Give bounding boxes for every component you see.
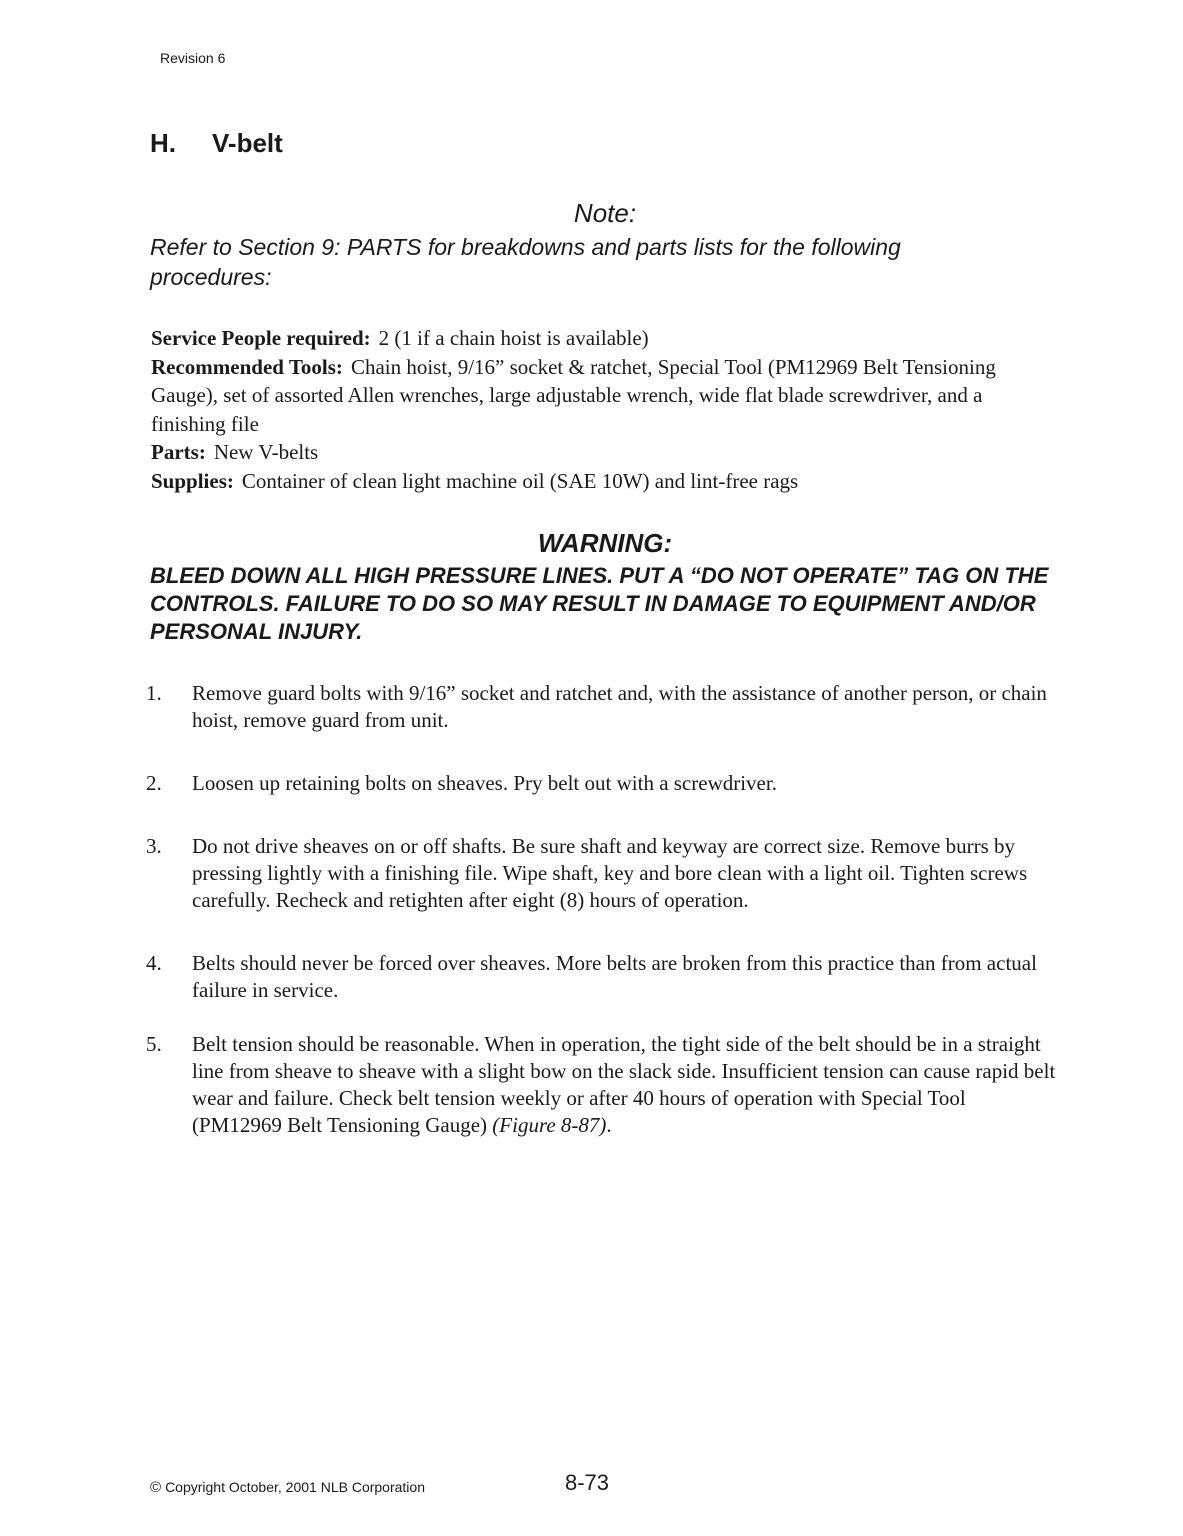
supplies-label: Supplies: <box>151 468 234 493</box>
tools-label: Recommended Tools: <box>151 354 343 379</box>
step-number: 3. <box>146 834 162 858</box>
service-people-label: Service People required: <box>151 326 371 350</box>
step-text: Loosen up retaining bolts on sheaves. Pry belt out with a screwdriver. <box>192 771 777 795</box>
revision-label: Revision 6 <box>160 50 226 66</box>
section-title: V-belt <box>212 128 283 158</box>
list-item <box>146 680 1056 734</box>
parts-label: Parts: <box>151 440 206 464</box>
service-people-line <box>151 324 1051 353</box>
section-letter: H. <box>150 128 176 158</box>
step-text: Belt tension should be reasonable. When in operation, the tight side of the belt should be in a straight line from sheave to sheave with a slight bow on the slack side. Insufficient tension can cause rapid belt wear and failure. Check belt tension weekly or after 40 hours of operation with Special Tool (PM12969 Belt Tensioning Gauge) <box>192 1032 1056 1137</box>
list-item <box>146 833 1056 914</box>
step-text: Belts should never be forced over sheaves. More belts are broken from this practice than from actual failure in service. <box>192 951 1037 1002</box>
service-people-value: 2 (1 if a chain hoist is available) <box>378 326 649 350</box>
supplies-value: Container of clean light machine oil (SAE 10W) and lint-free rags <box>241 468 799 493</box>
parts-line <box>151 438 1051 467</box>
list-item <box>146 950 1056 1004</box>
parts-value: New V-belts <box>213 440 319 464</box>
figure-reference: (Figure 8-87) <box>492 1113 607 1137</box>
step-number: 2. <box>146 771 162 795</box>
supplies-line <box>151 467 1051 496</box>
list-item <box>146 1031 1056 1139</box>
step-end: . <box>606 1113 612 1137</box>
procedure-steps <box>146 680 1056 1139</box>
list-item <box>146 770 1056 797</box>
copyright <box>150 1479 425 1496</box>
section-heading <box>150 128 283 159</box>
requirements-block <box>151 324 1051 495</box>
step-text: Do not drive sheaves on or off shafts. Be sure shaft and keyway are correct size. Remove burrs by pressing lightly with a finishing file. Wipe shaft, key and bore clean with a light oil. Tighten screws carefully. Recheck and retighten after eight (8) hours of operation. <box>192 834 1028 912</box>
warning-text: BLEED DOWN ALL HIGH PRESSURE LINES. PUT A “DO NOT OPERATE” TAG ON THE CONTROLS. FAILURE TO DO SO MAY RESULT IN DAMAGE TO EQUIPMENT AND/OR PERSONAL INJURY. <box>150 563 1049 644</box>
tools-line <box>151 353 1051 439</box>
warning-title: WARNING: <box>537 528 673 558</box>
step-number: 1. <box>146 681 162 705</box>
note-text: Refer to Section 9: PARTS for breakdowns and parts lists for the following procedures: <box>150 234 901 290</box>
step-number: 5. <box>146 1032 162 1056</box>
copyright-symbol: © <box>150 1479 162 1496</box>
note-title: Note: <box>573 198 637 228</box>
step-text: Remove guard bolts with 9/16” socket and ratchet and, with the assistance of another person, or chain hoist, remove guard from unit. <box>192 681 1047 732</box>
step-number: 4. <box>146 951 162 975</box>
copyright-text: Copyright October, 2001 NLB Corporation <box>165 1479 425 1495</box>
tools-value: Chain hoist, 9/16” socket & ratchet, Special Tool (PM12969 Belt Tensioning Gauge), set of assorted Allen wrenches, large adjustable wrench, wide flat blade screwdriver, and a finishing file <box>151 354 996 436</box>
page-number: 8-73 <box>565 1470 610 1495</box>
